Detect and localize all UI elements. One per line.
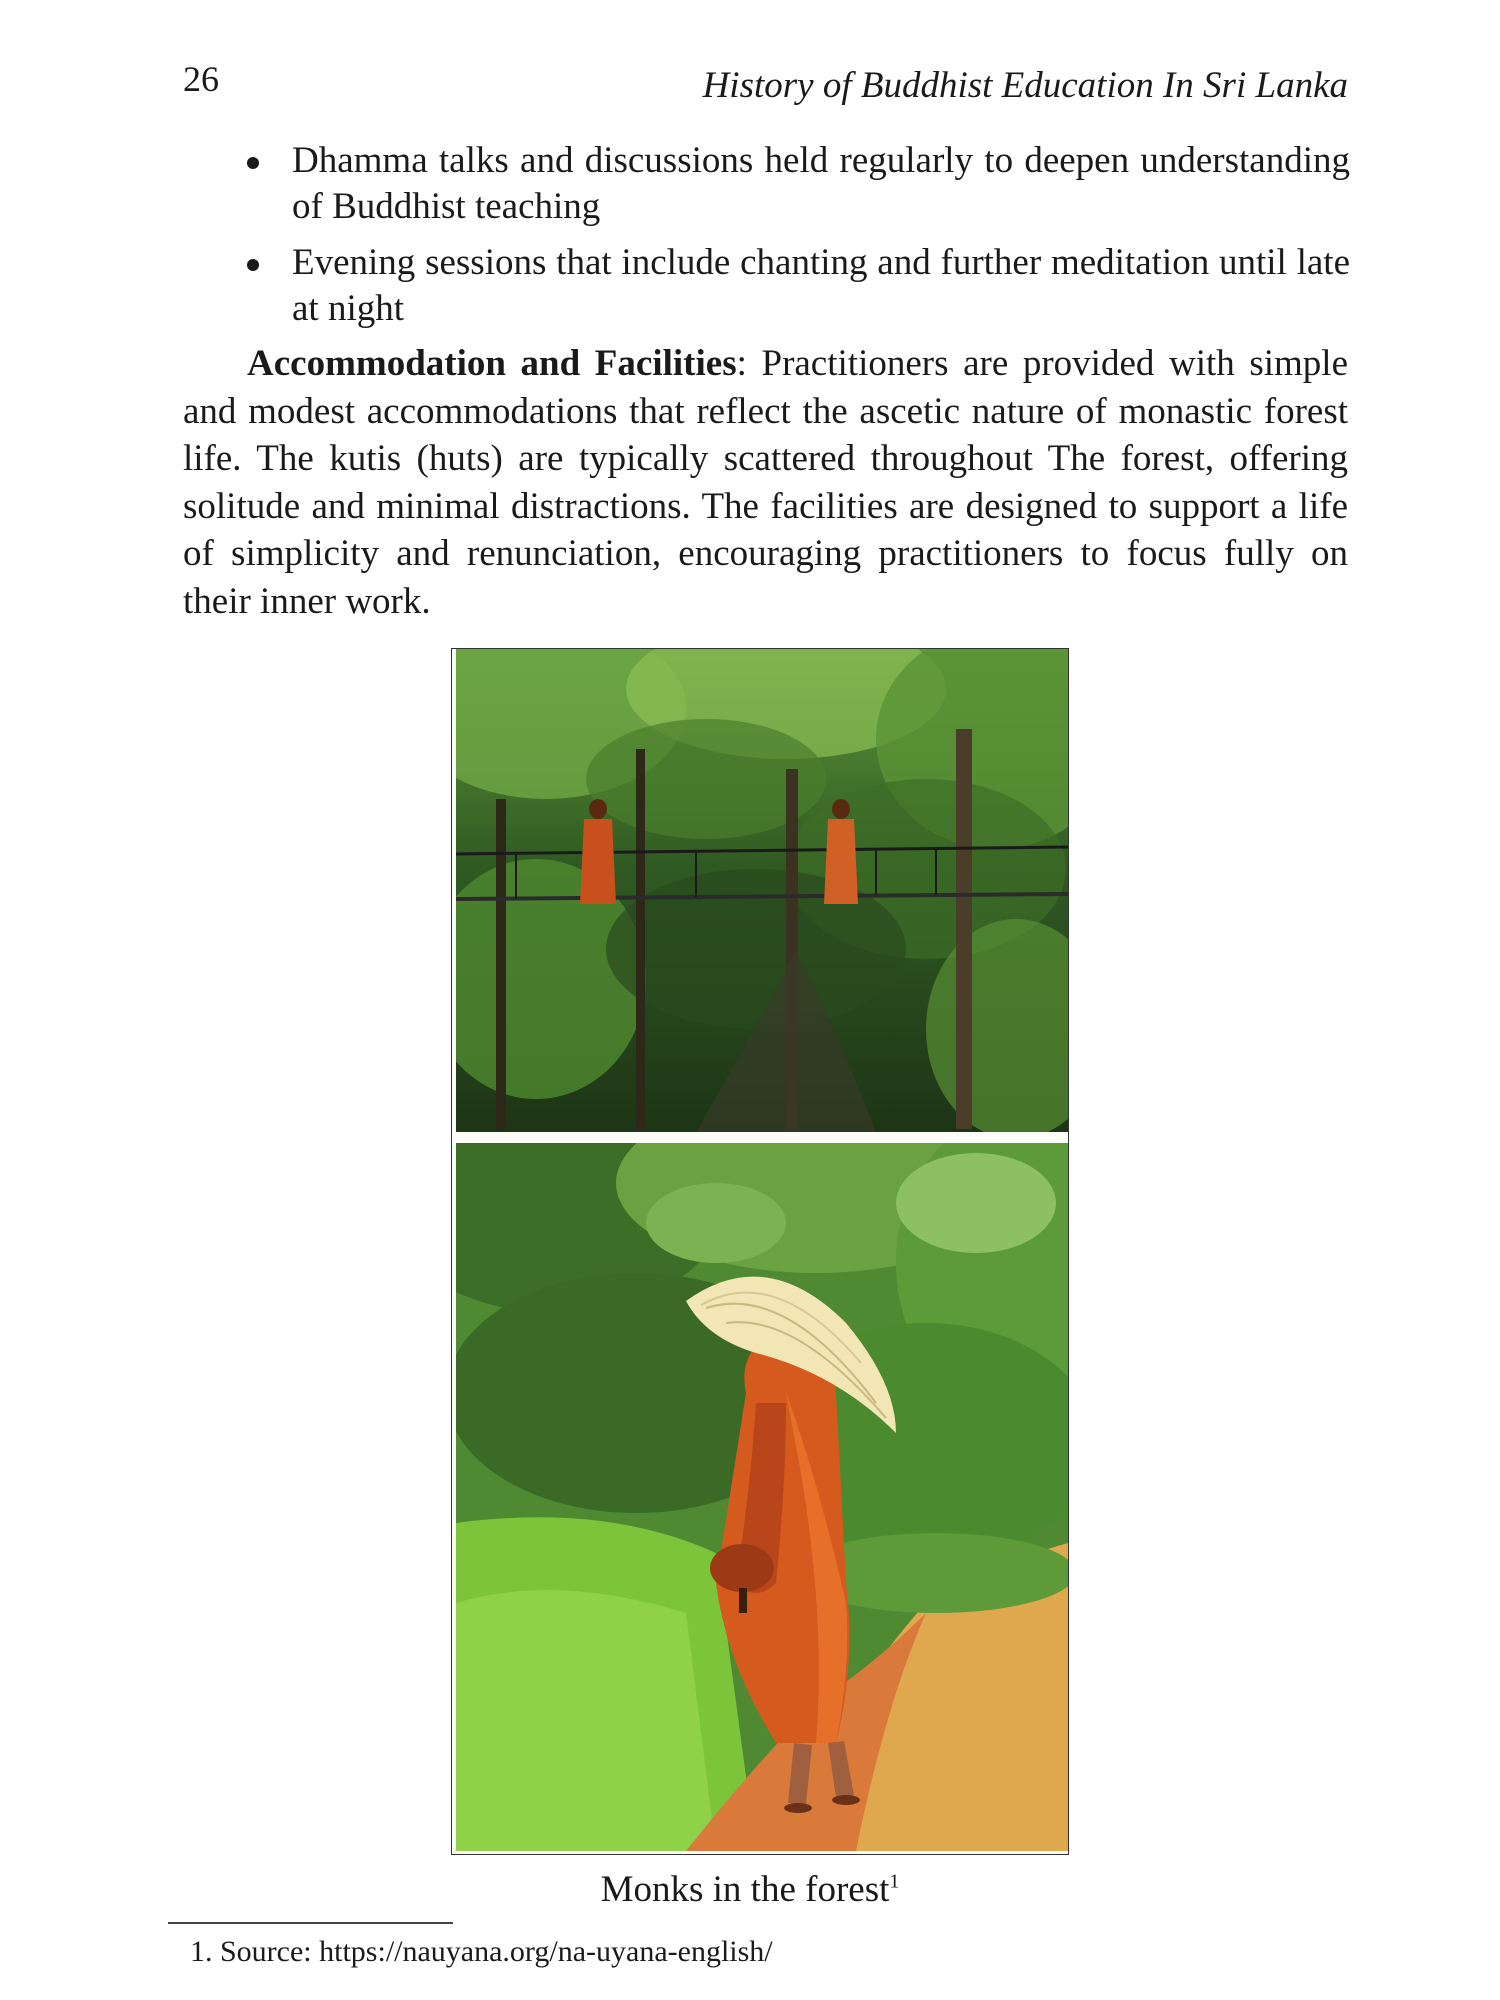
body-paragraph xyxy=(183,340,1348,625)
monk-umbrella-photo xyxy=(456,1143,1068,1851)
heading-separator: : xyxy=(736,343,747,384)
footnote-text: Source: https://nauyana.org/na-uyana-english/ xyxy=(220,1935,773,1968)
list-item-text: Evening sessions that include chanting and further meditation until late at night xyxy=(292,242,1350,329)
running-title: History of Buddhist Education In Sri Lanka xyxy=(702,65,1348,106)
footnote xyxy=(190,1935,773,1969)
footnote-divider xyxy=(168,1922,453,1924)
monk-umbrella-illustration xyxy=(456,1143,1068,1851)
page-header xyxy=(183,58,1348,118)
footnote-reference: 1 xyxy=(889,1870,900,1893)
list-item xyxy=(240,240,1350,332)
forest-bridge-illustration xyxy=(456,649,1068,1132)
list-item xyxy=(240,138,1350,230)
page-number: 26 xyxy=(183,59,219,99)
caption-text: Monks in the forest xyxy=(600,1869,890,1910)
figure-caption xyxy=(0,1868,1500,1911)
footnote-number: 1. xyxy=(190,1935,213,1968)
section-heading: Accommodation and Facilities xyxy=(247,343,737,384)
forest-bridge-photo xyxy=(456,649,1068,1132)
bullet-icon xyxy=(247,259,259,271)
figure xyxy=(451,648,1069,1855)
bullet-list xyxy=(240,138,1350,342)
bullet-icon xyxy=(247,157,259,169)
paragraph-text: Practitioners are provided with simple and modest accommodations that reflect the ascetic nature of monastic forest life. The kutis (huts) are typically scattered throughout The forest, offering solitude and minimal distractions. The facilities are designed to support a life of simplicity and renunciation, encouraging practitioners to focus fully on their inner work. xyxy=(183,343,1349,622)
list-item-text: Dhamma talks and discussions held regularly to deepen understanding of Buddhist teaching xyxy=(292,140,1350,227)
